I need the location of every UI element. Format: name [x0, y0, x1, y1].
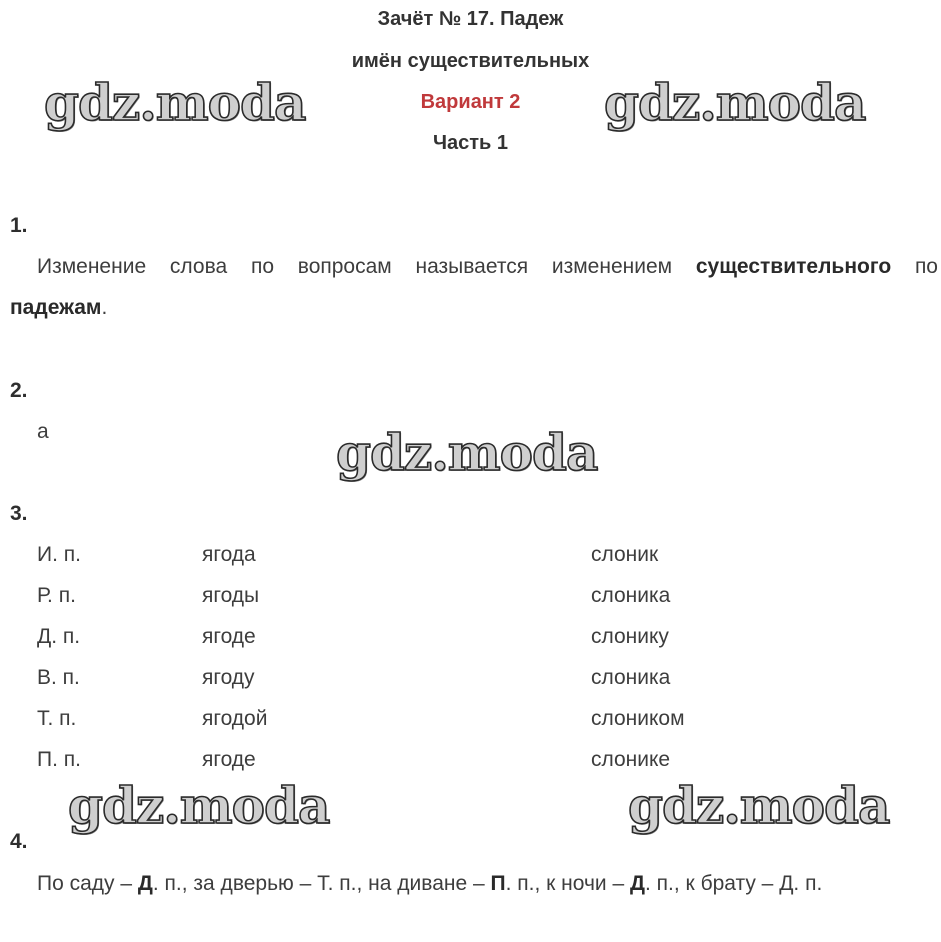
- task2-answer: а: [37, 420, 49, 443]
- case-label: Т. п.: [37, 707, 77, 730]
- declension-word-2: слоником: [591, 707, 685, 730]
- page-subtitle: имён существительных: [351, 50, 590, 72]
- task1-text-post: по: [914, 255, 938, 278]
- task1-bold-word: существительного: [695, 255, 892, 278]
- declension-word-2: слоника: [591, 666, 671, 689]
- task1-period: .: [101, 296, 108, 319]
- case-label: В. п.: [37, 666, 80, 689]
- task-number-3: 3.: [10, 502, 28, 525]
- declension-word-1: ягоду: [202, 666, 255, 689]
- case-label: Д. п.: [37, 625, 81, 648]
- declension-word-1: ягоды: [202, 584, 260, 607]
- task4-text: По саду –: [37, 872, 133, 895]
- declension-word-2: слонику: [591, 625, 669, 648]
- task4-bold-case: Д: [137, 872, 153, 895]
- task1-text-pre: Изменение слова по вопросам называется изменением: [37, 255, 673, 278]
- task4-bold-case: П: [490, 872, 506, 895]
- declension-word-2: слоник: [591, 543, 659, 566]
- part-label: Часть 1: [432, 132, 509, 154]
- watermark-logo: gdz.moda: [68, 776, 330, 835]
- watermark-logo: gdz.moda: [44, 73, 306, 132]
- task1-answer-line1: [37, 255, 938, 279]
- declension-word-1: ягоде: [202, 748, 256, 771]
- task-number-1: 1.: [10, 214, 28, 237]
- declension-word-1: ягодой: [202, 707, 268, 730]
- task4-text: . п., к брату – Д. п.: [645, 872, 823, 895]
- page-title: Зачёт № 17. Падеж: [377, 8, 564, 30]
- task4-bold-case: Д: [630, 872, 645, 895]
- declension-word-1: ягода: [202, 543, 256, 566]
- case-label: Р. п.: [37, 584, 76, 607]
- watermark-logo: gdz.moda: [604, 73, 866, 132]
- declension-word-2: слонике: [591, 748, 671, 771]
- case-label: П. п.: [37, 748, 81, 771]
- task-number-4: 4.: [10, 830, 28, 853]
- task4-text: . п., к ночи –: [505, 872, 625, 895]
- task1-bold-word2: падежам: [10, 296, 102, 319]
- task4-text: . п., за дверью – Т. п., на диване –: [152, 872, 485, 895]
- watermark-logo: gdz.moda: [628, 776, 890, 835]
- case-label: И. п.: [37, 543, 81, 566]
- variant-label: Вариант 2: [420, 91, 521, 113]
- task4-answer: [37, 872, 822, 896]
- declension-word-1: ягоде: [202, 625, 256, 648]
- watermark-logo: gdz.moda: [336, 423, 598, 482]
- declension-word-2: слоника: [591, 584, 671, 607]
- task1-answer-line2: [10, 296, 107, 320]
- task-number-2: 2.: [10, 379, 28, 402]
